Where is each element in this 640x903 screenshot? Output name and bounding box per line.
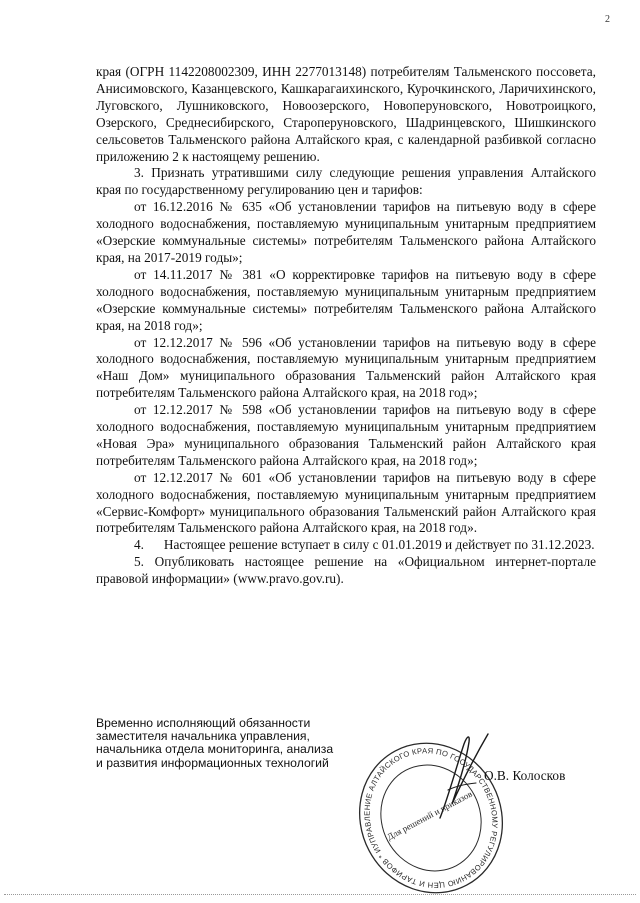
signature-position-line: Временно исполняющий обязанности — [96, 716, 311, 730]
page-bottom-divider — [4, 894, 636, 895]
signature-position-line: заместителя начальника управления, — [96, 729, 310, 744]
seal-center-text: Для решений и приказов — [385, 788, 474, 843]
paragraph-decision-635: от 16.12.2016 № 635 «Об установлении тарифов на питьевую воду в сфере холодного водоснабжения, поставляемую муниципальным унитарным предприятием «Озерские коммунальные системы» потребителям Тальменского района Алтайского края, на 2017-2019 годы»; — [96, 199, 596, 265]
paragraph-decision-601: от 12.12.2017 № 601 «Об установлении тарифов на питьевую воду в сфере холодного водоснабжения, поставляемую муниципальным унитарным предприятием «Сервис-Комфорт» муниципального образования Тальменский район Алтайского края потребителям Тальменского района Алтайского края, на 2018 год». — [96, 469, 596, 536]
paragraph-item-3: 3. Признать утратившими силу следующие решения управления Алтайского края по государственному регулированию цен и тарифов: — [96, 165, 596, 198]
document-body — [96, 64, 596, 588]
signature-position-line: и развития информационных технологий — [96, 755, 329, 770]
signature-position-line: начальника отдела мониторинга, анализа — [96, 742, 334, 757]
paragraph-decision-381: от 14.11.2017 № 381 «О корректировке тарифов на питьевую воду в сфере холодного водоснабжения, поставляемую муниципальным унитарным предприятием «Озерские коммунальные системы» потребителям Тальменского района Алтайского края, на 2018 год»; — [96, 266, 596, 333]
signature-position — [96, 717, 376, 770]
paragraph-item-4: 4. Настоящее решение вступает в силу с 01.01.2019 и действует по 31.12.2023. — [134, 537, 595, 553]
page-number: 2 — [605, 14, 610, 25]
paragraph-decision-596: от 12.12.2017 № 596 «Об установлении тарифов на питьевую воду в сфере холодного водоснабжения, поставляемую муниципальным унитарным предприятием «Наш Дом» муниципального образования Тальменский район Алтайского края потребителям Тальменского района Алтайского края, на 2018 год»; — [96, 334, 596, 401]
seal-ring-text: УПРАВЛЕНИЕ АЛТАЙСКОГО КРАЯ ПО ГОСУДАРСТВЕННОМУ РЕГУЛИРОВАНИЮ ЦЕН И ТАРИФОВ * ИНН — [362, 746, 500, 890]
signer-name: О.В. Колосков — [484, 768, 566, 783]
paragraph-tariff-continuation: края (ОГРН 1142208002309, ИНН 2277013148) потребителям Тальменского поссовета, Анисимовского, Казанцевского, Кашкарагаихинского, Курочкинского, Ларичихинского, Луговского, Лушниковского, Новоозерского, Новоперуновского, Новотроицкого, Озерского, Среднесибирского, Староперуновского, Шадринцевского, Шишкинского сельсоветов Тальменского района Алтайского края, с календарной разбивкой согласно приложению 2 к настоящему решению. — [96, 64, 596, 164]
paragraph-decision-598: от 12.12.2017 № 598 «Об установлении тарифов на питьевую воду в сфере холодного водоснабжения, поставляемую муниципальным унитарным предприятием «Новая Эра» муниципального образования Тальменский район Алтайского края потребителям Тальменского района Алтайского края, на 2018 год»; — [96, 402, 596, 468]
paragraph-item-5: 5. Опубликовать настоящее решение на «Официальном интернет-портале правовой информации» (www.pravo.gov.ru). — [96, 554, 596, 587]
